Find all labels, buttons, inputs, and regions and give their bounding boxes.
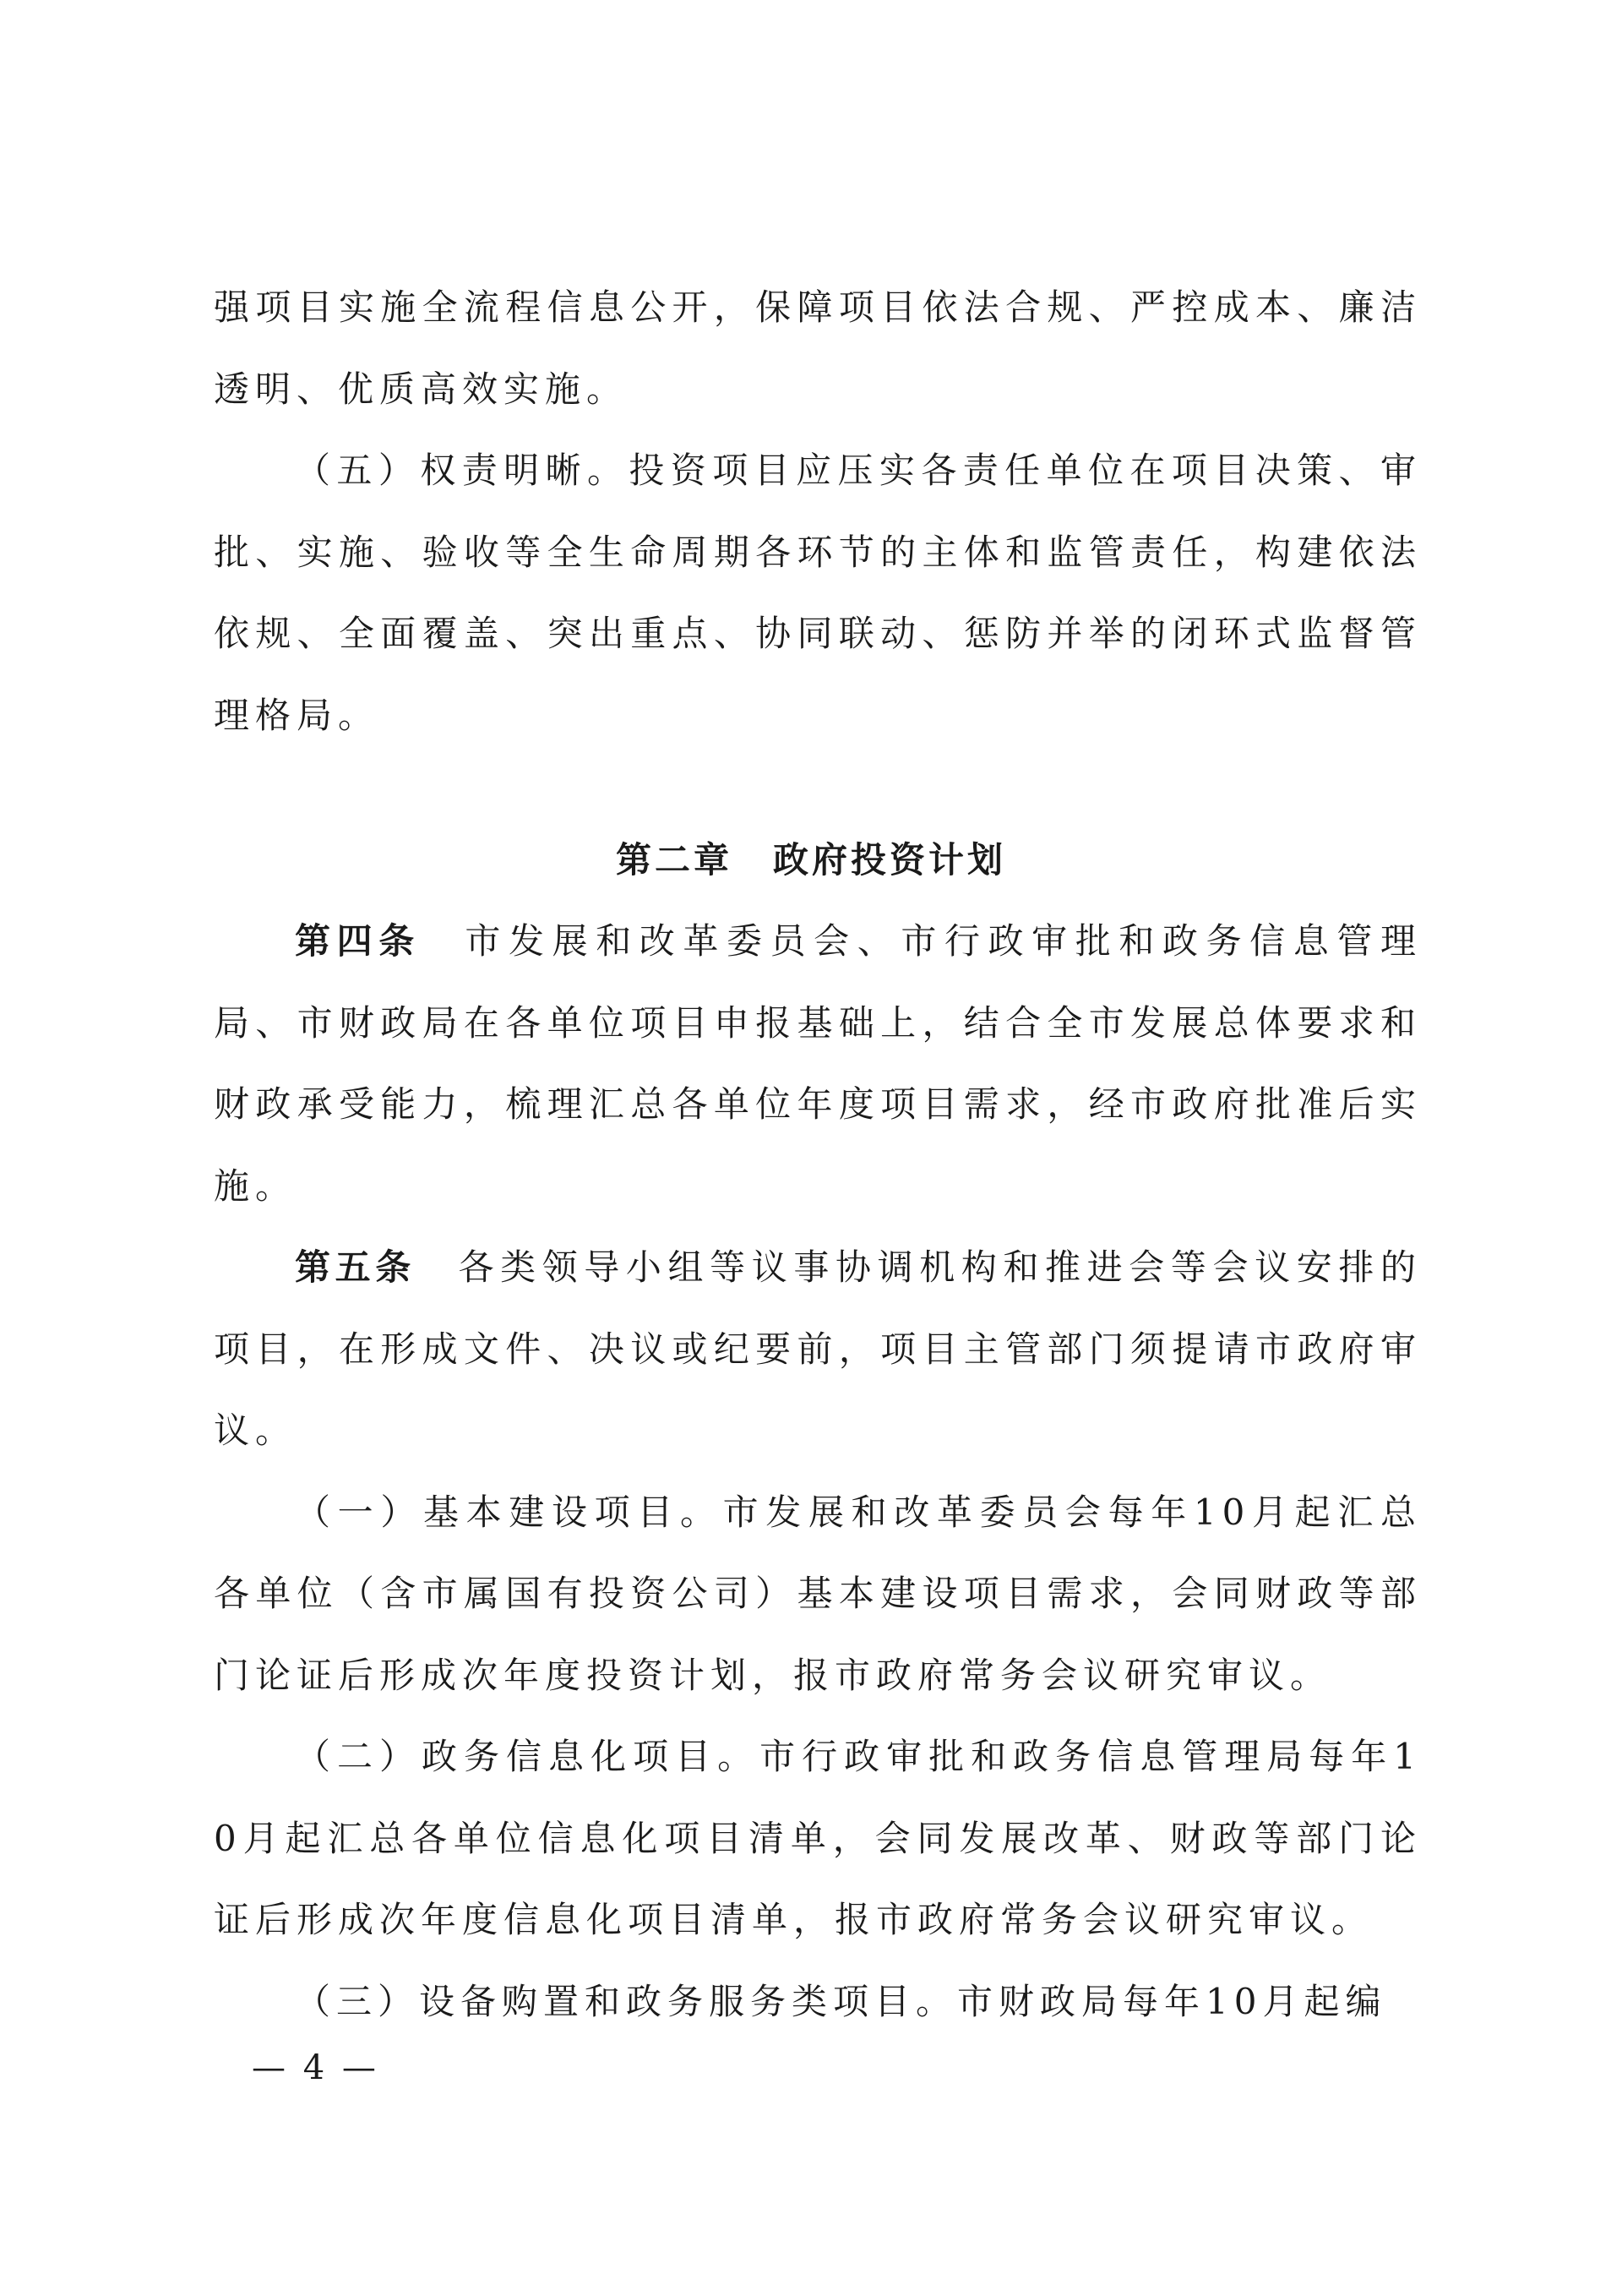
paragraph-continuation: 强项目实施全流程信息公开，保障项目依法合规、严控成本、廉洁透明、优质高效实施。 — [214, 286, 1422, 410]
article-five — [214, 1227, 1422, 1472]
paragraph-item-five: （五）权责明晰。投资项目应压实各责任单位在项目决策、审批、实施、验收等全生命周期各环节的主体和监管责任，构建依法依规、全面覆盖、突出重点、协同联动、惩防并举的闭环式监督管理格局。 — [214, 450, 1422, 736]
top-text-block — [214, 267, 1422, 756]
article-five-text: 各类领导小组等议事协调机构和推进会等会议安排的项目，在形成文件、决议或纪要前，项目主管部门须提请市政府审议。 — [214, 1246, 1422, 1451]
article-four-label: 第四条 — [295, 920, 421, 962]
article-four-text: 市发展和改革委员会、市行政审批和政务信息管理局、市财政局在各单位项目申报基础上，结合全市发展总体要求和财政承受能力，梳理汇总各单位年度项目需求，经市政府批准后实施。 — [214, 920, 1422, 1207]
article-four — [214, 901, 1422, 1227]
chapter-heading — [0, 820, 1622, 901]
paragraph-item-one: （一）基本建设项目。市发展和改革委员会每年10月起汇总各单位（含市属国有投资公司）基本建设项目需求，会同财政等部门论证后形成次年度投资计划，报市政府常务会议研究审议。 — [214, 1491, 1422, 1696]
article-five-label: 第五条 — [295, 1246, 416, 1288]
paragraph-item-two: （二）政务信息化项目。市行政审批和政务信息管理局每年10月起汇总各单位信息化项目清单，会同发展改革、财政等部门论证后形成次年度信息化项目清单，报市政府常务会议研究审议。 — [214, 1736, 1422, 1940]
body-text-block — [214, 901, 1422, 2042]
chapter-number: 第二章 — [615, 839, 732, 881]
chapter-title: 政府投资计划 — [773, 839, 1007, 881]
paragraph-item-three: （三）设备购置和政务服务类项目。市财政局每年10月起编 — [295, 1980, 1387, 2022]
page-number: — 4 — — [252, 2048, 379, 2087]
